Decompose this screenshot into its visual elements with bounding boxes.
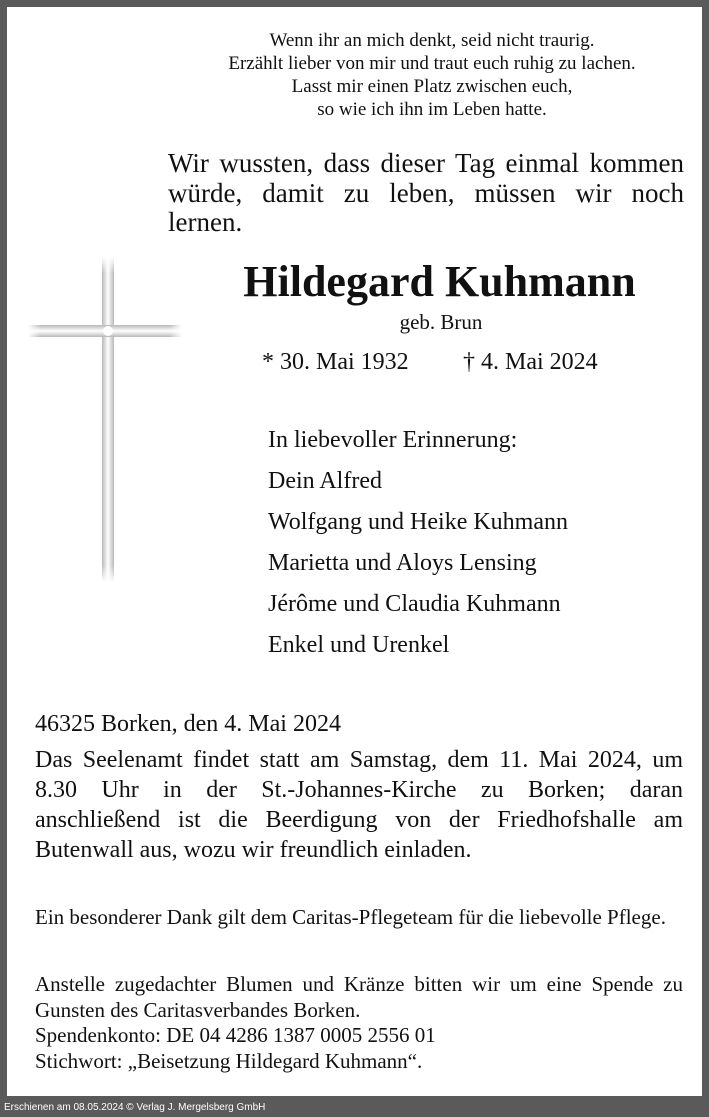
poem-line: Wenn ihr an mich denkt, seid nicht traurig.: [269, 30, 595, 51]
donation-info: [35, 972, 683, 1074]
mourner-entry: Jérôme und Claudia Kuhmann: [268, 591, 561, 617]
poem: [167, 29, 697, 121]
mourner-entry: Dein Alfred: [268, 468, 382, 494]
deceased-name: Hildegard Kuhmann: [243, 257, 636, 306]
mourners-list: [268, 420, 568, 666]
maiden-name: geb. Brun: [399, 310, 483, 334]
obituary-notice: [7, 7, 702, 1096]
thanks-note: Ein besonderer Dank gilt dem Caritas-Pflegeteam für die liebevolle Pflege.: [35, 905, 666, 929]
mourner-entry: Marietta und Aloys Lensing: [268, 550, 537, 576]
publication-footer: Erschienen am 08.05.2024 © Verlag J. Mergelsberg GmbH: [4, 1102, 266, 1113]
poem-line: Lasst mir einen Platz zwischen euch,: [291, 76, 573, 97]
poem-line: so wie ich ihn im Leben hatte.: [317, 99, 547, 120]
place-date: 46325 Borken, den 4. Mai 2024: [35, 711, 341, 737]
poem-line: Erzählt lieber von mir und traut euch ruhig zu lachen.: [228, 53, 636, 74]
mourner-entry: Enkel und Urenkel: [268, 632, 450, 658]
mourner-entry: Wolfgang und Heike Kuhmann: [268, 509, 568, 535]
donation-keyword: Stichwort: „Beisetzung Hildegard Kuhmann“.: [35, 1048, 423, 1073]
intro-text: Wir wussten, dass dieser Tag einmal kommen würde, damit zu leben, müssen wir noch lernen.: [168, 148, 684, 237]
donation-request: Anstelle zugedachter Blumen und Kränze bitten wir um eine Spende zu Gunsten des Caritasverbandes Borken.: [35, 972, 683, 1022]
funeral-details: Das Seelenamt findet statt am Samstag, dem 11. Mai 2024, um 8.30 Uhr in der St.-Johannes-Kirche zu Borken; daran anschließend ist die Beerdigung von der Friedhofshalle am Butenwall aus, wozu wir freundlich einladen.: [35, 747, 683, 863]
cross-icon: [27, 252, 187, 587]
death-date: † 4. Mai 2024: [463, 349, 598, 375]
donation-account: Spendenkonto: DE 04 4286 1387 0005 2556 01: [35, 1023, 436, 1047]
birth-date: * 30. Mai 1932: [262, 349, 409, 375]
mourners-heading: In liebevoller Erinnerung:: [268, 427, 518, 453]
